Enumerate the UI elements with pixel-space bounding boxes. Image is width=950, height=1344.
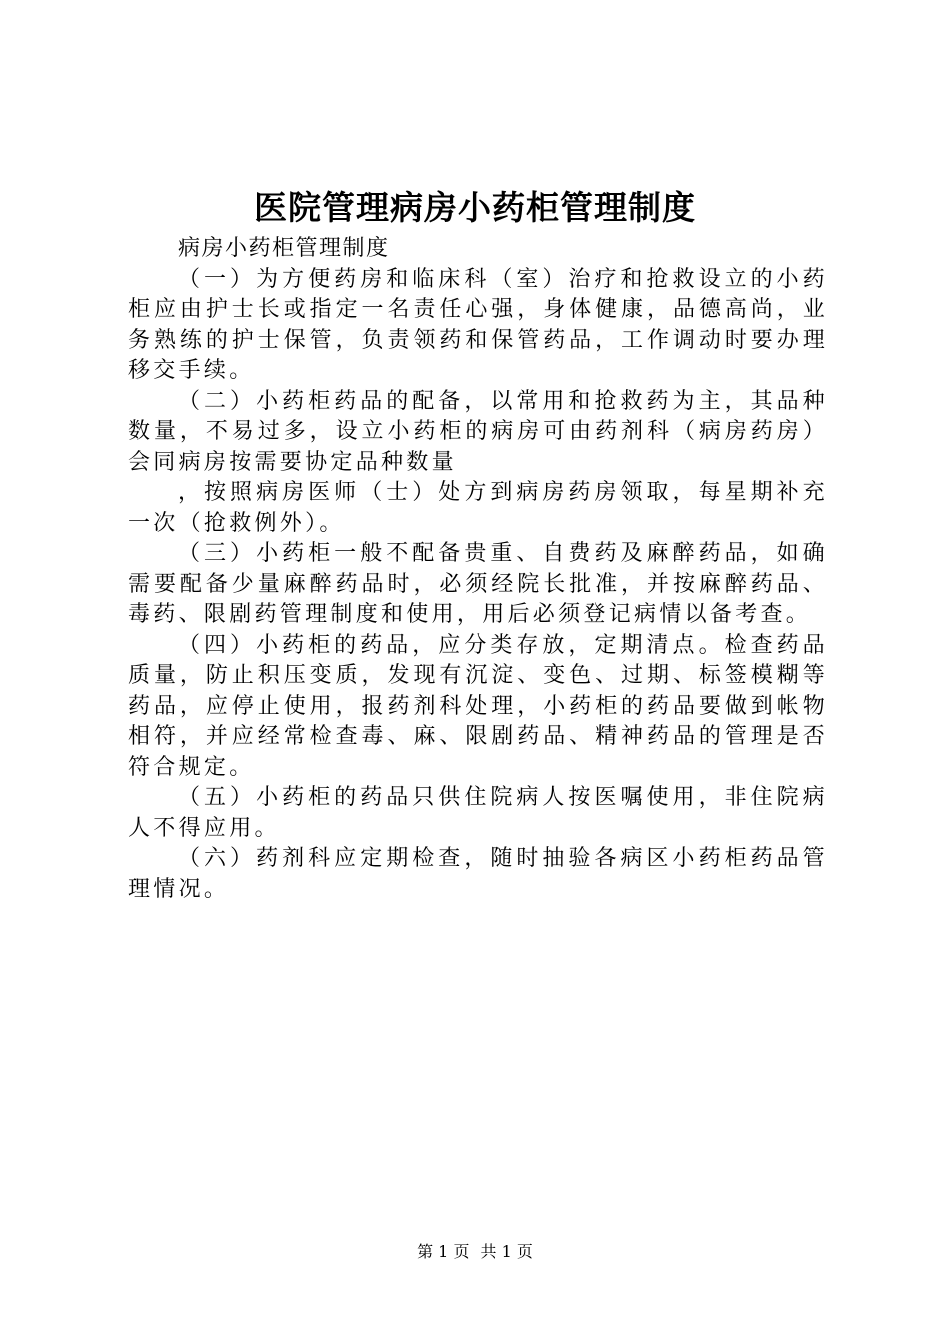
page-total: 共 1 页 — [480, 1242, 533, 1261]
page-title: 医院管理病房小药柜管理制度 — [254, 188, 696, 227]
paragraph-5: （五）小药柜的药品只供住院病人按医嘱使用，非住院病人不得应用。 — [128, 785, 828, 841]
page-number: 第 1 页 — [417, 1242, 470, 1261]
paragraph-1: （一）为方便药房和临床科（室）治疗和抢救设立的小药柜应由护士长或指定一名责任心强，身体健康，品德高尚，业务熟练的护士保管，负责领药和保管药品，工作调动时要办理移交手续。 — [128, 266, 828, 383]
paragraph-4: （四）小药柜的药品，应分类存放，定期清点。检查药品质量，防止积压变质，发现有沉淀、变色、过期、标签模糊等药品，应停止使用，报药剂科处理，小药柜的药品要做到帐物相符，并应经常检查毒、麻、限剧药品、精神药品的管理是否符合规定。 — [128, 632, 828, 780]
document-body — [128, 234, 828, 905]
page-footer — [0, 1240, 950, 1264]
paragraph-6: （六）药剂科应定期检查，随时抽验各病区小药柜药品管理情况。 — [128, 846, 828, 902]
paragraph-3: （三）小药柜一般不配备贵重、自费药及麻醉药品，如确需要配备少量麻醉药品时，必须经院长批准，并按麻醉药品、毒药、限剧药管理制度和使用，用后必须登记病情以备考查。 — [128, 541, 828, 627]
paragraph-2-continued: ，按照病房医师（士）处方到病房药房领取，每星期补充一次（抢救例外）。 — [128, 480, 828, 536]
document-subtitle: 病房小药柜管理制度 — [178, 236, 390, 261]
paragraph-2: （二）小药柜药品的配备，以常用和抢救药为主，其品种数量，不易过多，设立小药柜的病房可由药剂科（病房药房）会同病房按需要协定品种数量 — [128, 388, 828, 475]
